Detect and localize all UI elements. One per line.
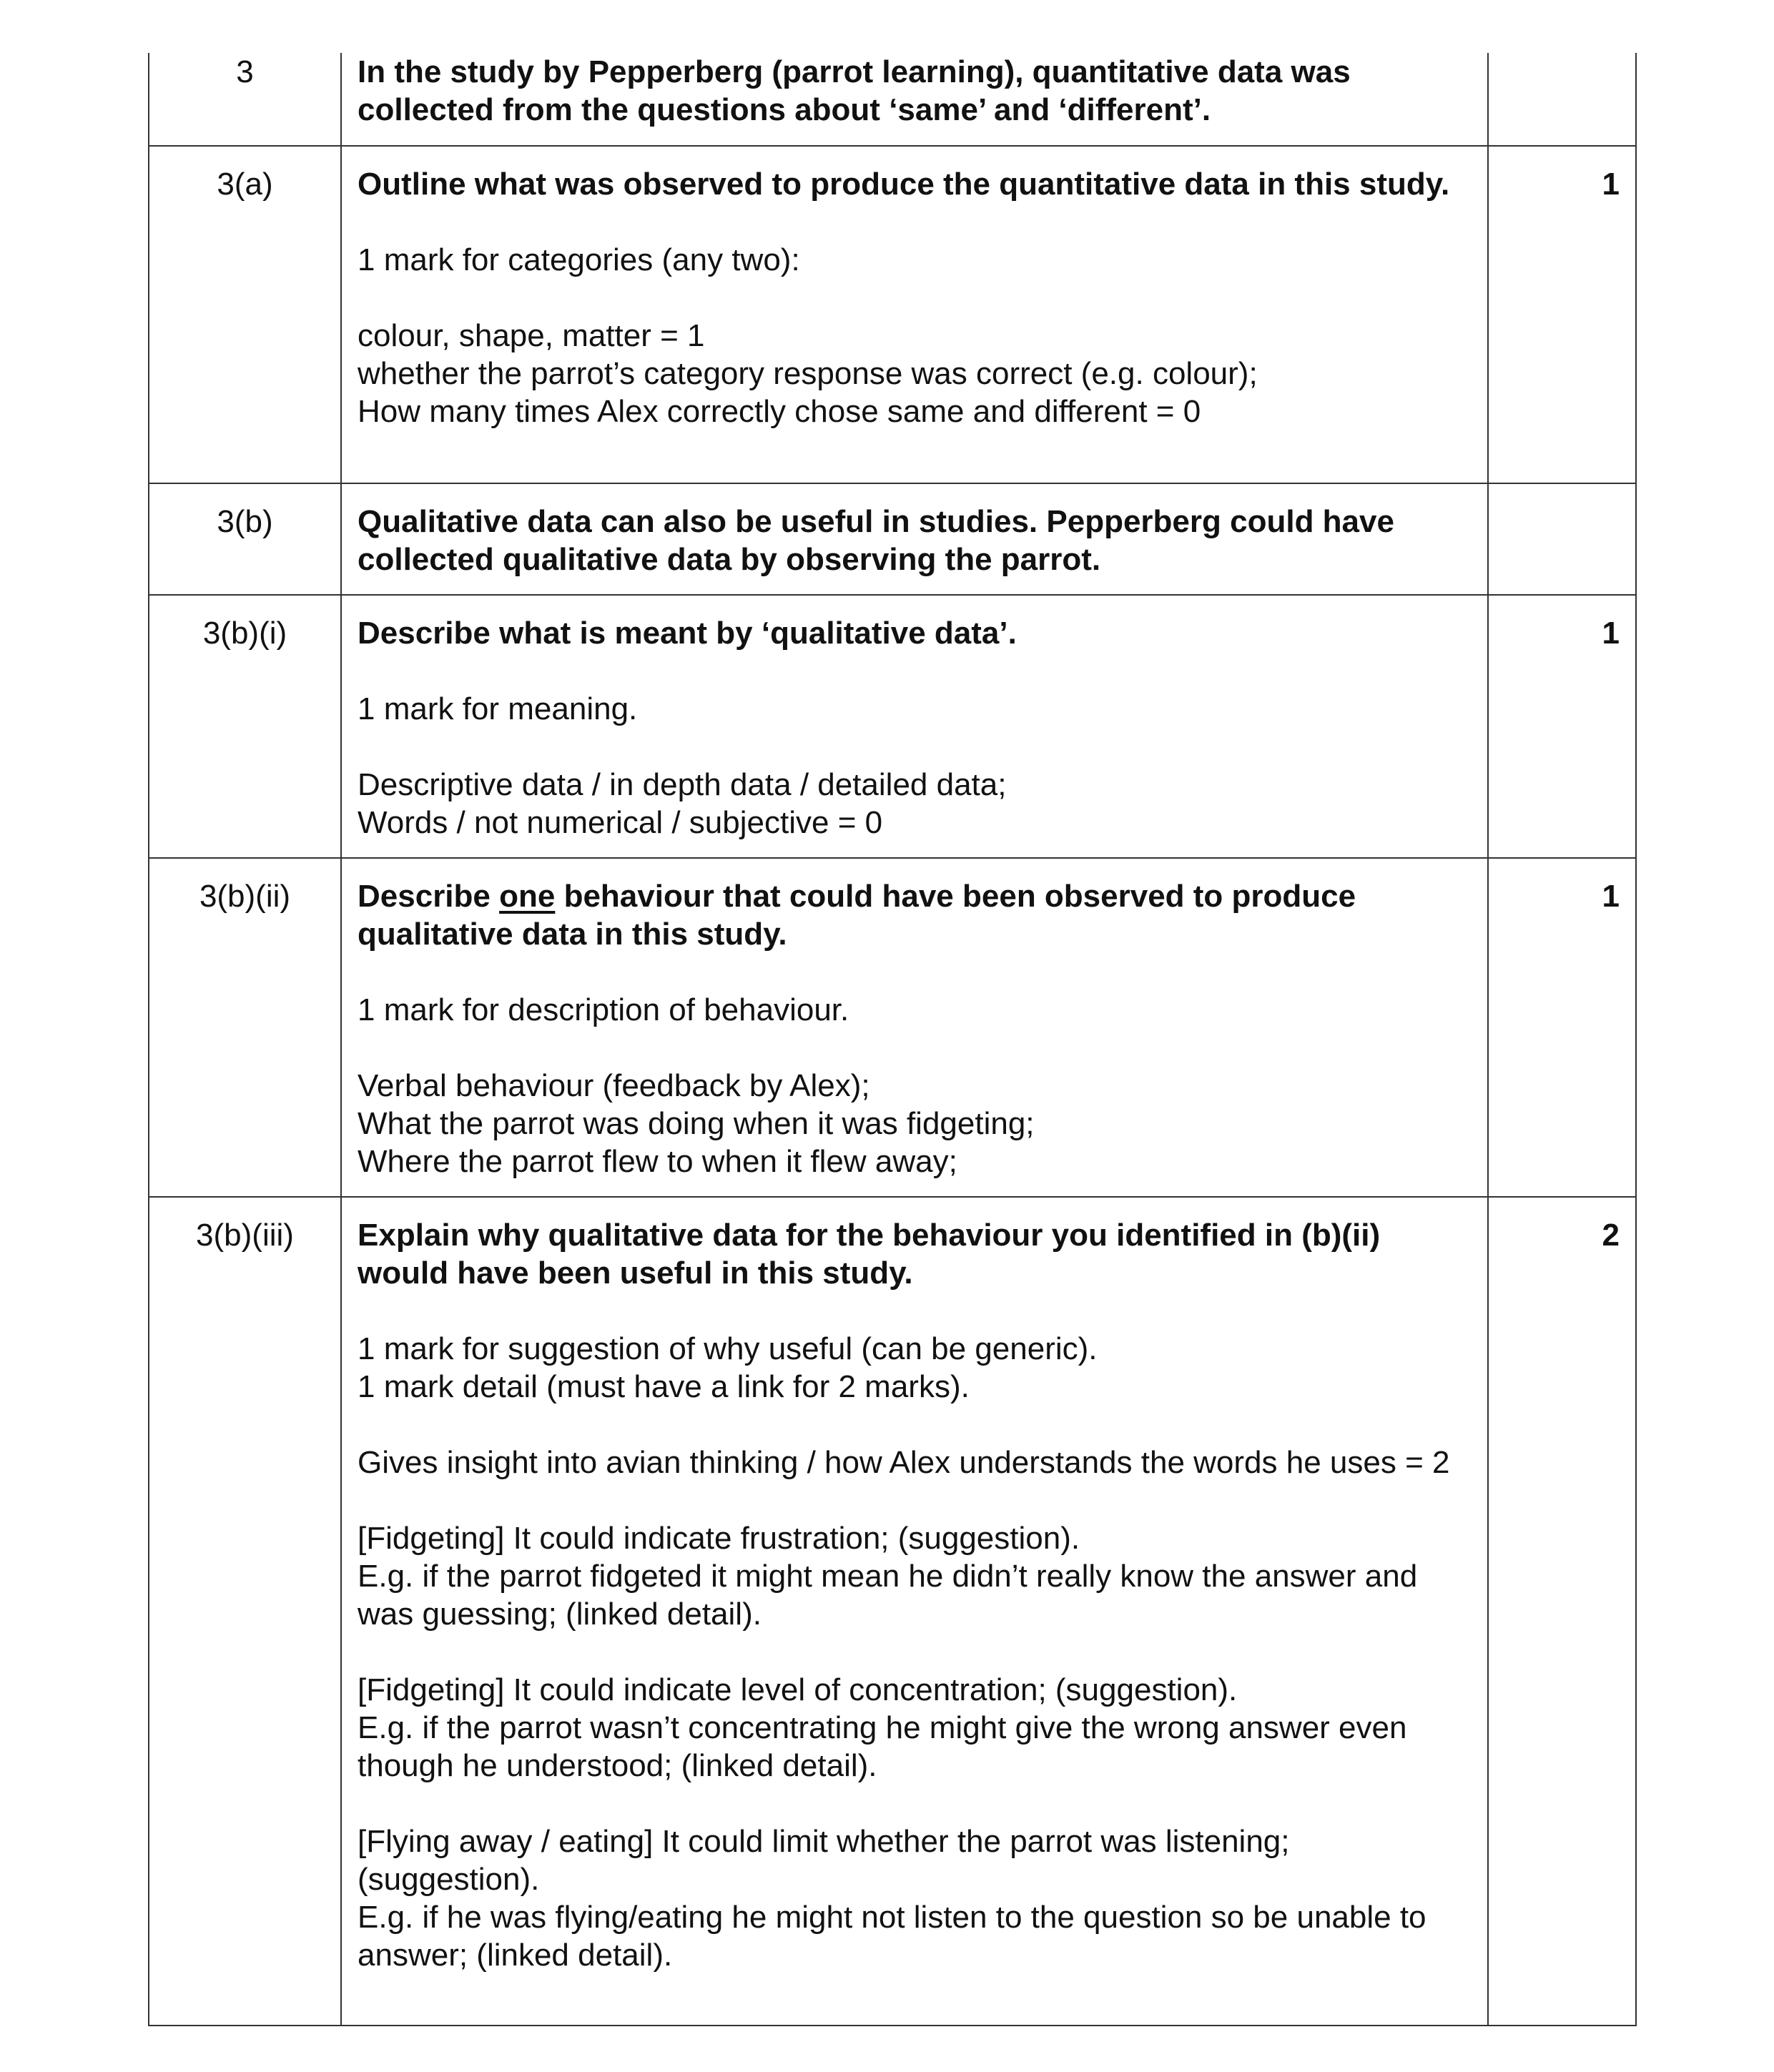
table-row-3bii	[149, 858, 1636, 1197]
marking-guidance	[358, 1330, 1472, 1406]
answer-line: whether the parrot’s category response was correct (e.g. colour);	[358, 356, 1258, 391]
question-number-cell	[149, 858, 341, 1197]
marks-value: 2	[1602, 1218, 1620, 1253]
question-number: 3	[236, 54, 254, 89]
answer-line: Words / not numerical / subjective = 0	[358, 805, 883, 840]
question-number: 3(b)(i)	[202, 616, 287, 651]
marking-guidance: 1 mark for meaning.	[358, 691, 638, 726]
question-emphasis: one	[499, 879, 556, 914]
table-row-3a	[149, 146, 1636, 483]
answer-block	[358, 1444, 1472, 1481]
question-number: 3(b)(iii)	[196, 1218, 294, 1253]
marks-cell	[1488, 858, 1636, 1197]
question-number-cell	[149, 595, 341, 858]
answer-line: How many times Alex correctly chose same and different = 0	[358, 394, 1201, 429]
question-text: In the study by Pepperberg (parrot learning), quantitative data was collected from the questions about ‘same’ and ‘different’.	[358, 54, 1351, 127]
answer-line: Where the parrot flew to when it flew away;	[358, 1144, 957, 1179]
answer-line: [Fidgeting] It could indicate level of concentration; (suggestion).	[358, 1672, 1238, 1707]
marking-guidance: 1 mark for categories (any two):	[358, 242, 800, 277]
question-text: Explain why qualitative data for the behaviour you identified in (b)(ii) would have been useful in this study.	[358, 1218, 1381, 1291]
question-text: Qualitative data can also be useful in studies. Pepperberg could have collected qualitative data by observing the parrot.	[358, 504, 1394, 577]
question-number: 3(a)	[217, 167, 273, 202]
question-text	[358, 877, 1472, 953]
answer-block	[358, 1822, 1472, 1974]
answer-line: E.g. if he was flying/eating he might not listen to the question so be unable to answer; (linked detail).	[358, 1900, 1426, 1973]
marks-cell	[1488, 1197, 1636, 2026]
answer-block	[358, 1519, 1472, 1633]
answer-list	[358, 317, 1472, 430]
question-text: Describe what is meant by ‘qualitative data’.	[358, 616, 1017, 651]
marks-value: 1	[1602, 167, 1620, 202]
question-number: 3(b)	[217, 504, 273, 539]
answer-line: colour, shape, matter = 1	[358, 318, 705, 353]
answer-cell	[341, 53, 1488, 146]
table-row-3bi	[149, 595, 1636, 858]
marks-cell	[1488, 146, 1636, 483]
answer-list	[358, 766, 1472, 842]
answer-cell	[341, 146, 1488, 483]
question-number: 3(b)(ii)	[199, 879, 291, 914]
answer-list	[358, 1067, 1472, 1180]
answer-line: [Fidgeting] It could indicate frustration; (suggestion).	[358, 1521, 1080, 1556]
question-text: Outline what was observed to produce the quantitative data in this study.	[358, 167, 1450, 202]
marks-cell	[1488, 483, 1636, 595]
question-number-cell	[149, 483, 341, 595]
answer-line: Verbal behaviour (feedback by Alex);	[358, 1068, 870, 1103]
marks-value: 1	[1602, 879, 1620, 914]
question-number-cell	[149, 1197, 341, 2026]
table-row-3	[149, 53, 1636, 146]
marking-guidance: 1 mark for description of behaviour.	[358, 992, 849, 1027]
answer-line: Descriptive data / in depth data / detailed data;	[358, 767, 1007, 802]
table-row-3b	[149, 483, 1636, 595]
marks-cell	[1488, 595, 1636, 858]
marks-cell	[1488, 53, 1636, 146]
answer-cell	[341, 483, 1488, 595]
answer-line: What the parrot was doing when it was fidgeting;	[358, 1106, 1035, 1141]
answer-line: [Flying away / eating] It could limit whether the parrot was listening; (suggestion).	[358, 1824, 1290, 1897]
question-text-start: Describe	[358, 879, 500, 914]
answer-line: E.g. if the parrot fidgeted it might mean he didn’t really know the answer and was guessing; (linked detail).	[358, 1559, 1418, 1632]
answer-line: E.g. if the parrot wasn’t concentrating he might give the wrong answer even though he understood; (linked detail).	[358, 1710, 1407, 1783]
question-number-cell	[149, 53, 341, 146]
answer-cell	[341, 1197, 1488, 2026]
marks-value: 1	[1602, 616, 1620, 651]
table-row-3biii	[149, 1197, 1636, 2026]
guidance-line: 1 mark detail (must have a link for 2 marks).	[358, 1369, 970, 1404]
mark-scheme-table	[148, 53, 1637, 2026]
answer-line: Gives insight into avian thinking / how Alex understands the words he uses = 2	[358, 1445, 1450, 1480]
guidance-line: 1 mark for suggestion of why useful (can be generic).	[358, 1331, 1098, 1366]
question-number-cell	[149, 146, 341, 483]
question-text-end: behaviour that could have been observed to produce qualitative data in this study.	[358, 879, 1356, 952]
answer-cell	[341, 858, 1488, 1197]
answer-block	[358, 1671, 1472, 1785]
answer-cell	[341, 595, 1488, 858]
